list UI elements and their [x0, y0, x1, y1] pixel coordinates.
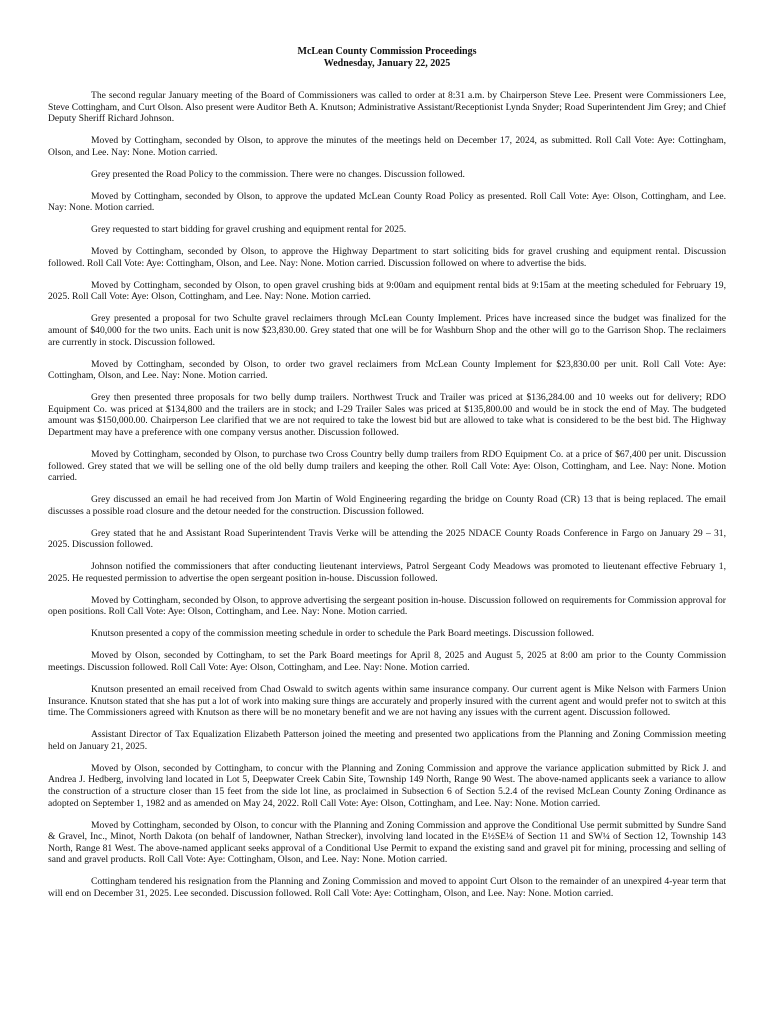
paragraph-lieutenant-promotion: Johnson notified the commissioners that after conducting lieutenant interviews, Patrol Sergeant Cody Meadows was promoted to lieutenant effective February 1, 2025. He requested permission to advertise the open sergeant position in-house. Discussion followed. — [48, 561, 726, 584]
paragraph-reclaimers-motion: Moved by Cottingham, seconded by Olson, to order two gravel reclaimers from McLean County Implement for $23,830.00 per unit. Roll Call Vote: Aye: Cottingham, Olson, and Lee. Nay: None. Motion carried. — [48, 358, 726, 382]
paragraph-bidding-motion: Moved by Cottingham, seconded by Olson, to approve the Highway Department to start soliciting bids for gravel crushing and equipment rental. Discussion followed. Roll Call Vote: Aye: Cottingham, Olson, and Lee. Nay: None. Motion carried. Discussion followed on where to advertise the bids. — [48, 246, 726, 269]
paragraph-trailers-proposal: Grey then presented three proposals for two belly dump trailers. Northwest Truck and Trailer was priced at $136,284.00 and 10 weeks out for delivery; RDO Equipment Co. was priced at $134,800 and the trailers are in stock; and I-29 Trailer Sales was priced at $135,800.00 and would be in stock the end of May. The budgeted amount was $150,000.00. Chairperson Lee clarified that we are not required to take the lowest bid but are allowed to take what is considered to be the best bid. The Highway Department may have a preference with one company versus another. Discussion followed. — [48, 392, 726, 438]
paragraph-resignation-appointment: Cottingham tendered his resignation from the Planning and Zoning Commission and moved to appoint Curt Olson to the remainder of an unexpired 4-year term that will end on December 31, 2025. Lee seconded. Discussion followed. Roll Call Vote: Aye: Cottingham, Olson, and Lee. Nay: None. Motion carried. — [48, 876, 726, 899]
paragraph-road-policy: Grey presented the Road Policy to the commission. There were no changes. Discussion followed. — [91, 168, 465, 180]
paragraph-trailers-motion: Moved by Cottingham, seconded by Olson, to purchase two Cross Country belly dump trailers from RDO Equipment Co. at a price of $67,400 per unit. Discussion followed. Grey stated that we will be selling one of the old belly dump trailers and keeping the other. Roll Call Vote: Aye: Olson, Cottingham, and Lee. Nay: None. Motion carried. — [48, 448, 726, 484]
paragraph-conference: Grey stated that he and Assistant Road Superintendent Travis Verke will be attending the 2025 NDACE County Roads Conference in Fargo on January 29 – 31, 2025. Discussion followed. — [48, 527, 726, 551]
paragraph-bid-opening-motion: Moved by Cottingham, seconded by Olson, to open gravel crushing bids at 9:00am and equipment rental bids at 9:15am at the meeting scheduled for February 19, 2025. Roll Call Vote: Aye: Olson, Cottingham, and Lee. Nay: None. Motion carried. — [48, 279, 726, 303]
paragraph-bidding-request: Grey requested to start bidding for gravel crushing and equipment rental for 2025. — [91, 224, 407, 236]
paragraph-conditional-use-motion: Moved by Cottingham, seconded by Olson, to concur with the Planning and Zoning Commission and approve the Conditional Use permit submitted by Sundre Sand & Gravel, Inc., Minot, North Dakota (on behalf of landowner, Nathan Strecker), involving land located in the E½SE¼ of Section 11 and SW¼ of Section 12, Township 143 North, Range 81 West. The above-named applicant seeks approval of a Conditional Use Permit to expand the existing sand and gravel pit for mining, processing and selling of sand and gravel products. Roll Call Vote: Aye: Cottingham, Olson, and Lee. Nay: None. Motion carried. — [48, 819, 726, 866]
meeting-date: Wednesday, January 22, 2025 — [323, 58, 451, 69]
paragraph-reclaimers-proposal: Grey presented a proposal for two Schulte gravel reclaimers through McLean County Implement. Prices have increased since the budget was finalized for the amount of $40,000 for the two units. Each unit is now $23,830.00. Grey stated that one will be for Washburn Shop and the other will go to the Garrison Shop. The reclaimers are currently in stock. Discussion followed. — [48, 313, 726, 348]
paragraph-sergeant-motion: Moved by Cottingham, seconded by Olson, to approve advertising the sergeant position in-house. Discussion followed on requirements for Commission approval for open positions. Roll Call Vote: Aye: Olson, Cottingham, and Lee. Nay: None. Motion carried. — [48, 594, 726, 618]
paragraph-road-policy-motion: Moved by Cottingham, seconded by Olson, to approve the updated McLean County Road Policy as presented. Roll Call Vote: Aye: Olson, Cottingham, and Lee. Nay: None. Motion carried. — [48, 190, 726, 214]
paragraph-zoning-applications: Assistant Director of Tax Equalization Elizabeth Patterson joined the meeting and presented two applications from the Planning and Zoning Commission meeting held on January 21, 2025. — [48, 729, 726, 752]
paragraph-variance-motion: Moved by Olson, seconded by Cottingham, to concur with the Planning and Zoning Commission and approve the variance application submitted by Rick J. and Andrea J. Hedberg, involving land located in Lot 5, Deepwater Creek Cabin Site, Township 149 North, Range 90 West. The above-named applicants seek a variance to allow the construction of a structure closer than 15 feet from the side lot line, as proclaimed in Subsection 6 of Section 5.2.4 of the revised McLean County Zoning Ordinance as adopted on September 1, 1982 and as amended on May 24, 2022. Roll Call Vote: Aye: Olson, Cottingham, and Lee. Nay: None. Motion carried. — [48, 762, 726, 809]
paragraph-park-board-motion: Moved by Olson, seconded by Cottingham, to set the Park Board meetings for April 8, 2025 and August 5, 2025 at 8:00 am prior to the County Commission meetings. Discussion followed. Roll Call Vote: Aye: Olson, Cottingham, and Lee. Nay: None. Motion carried. — [48, 650, 726, 674]
paragraph-insurance-agent: Knutson presented an email received from Chad Oswald to switch agents within same insurance company. Our current agent is Mike Nelson with Farmers Union Insurance. Knutson stated that she has put a lot of work into making sure things are accurately and properly insured with the current agent and would prefer not to switch at this time. The Commissioners agreed with Knutson as there will be no monetary benefit and we are not having any issues with the current agent. Discussion followed. — [48, 684, 726, 719]
paragraph-park-board-schedule: Knutson presented a copy of the commission meeting schedule in order to schedule the Park Board meetings. Discussion followed. — [91, 628, 595, 640]
paragraph-bridge-email: Grey discussed an email he had received from Jon Martin of Wold Engineering regarding the bridge on County Road (CR) 13 that is being replaced. The email discusses a possible road closure and the detour needed for the construction. Discussion followed. — [48, 494, 726, 517]
document-page — [48, 46, 726, 910]
paragraph-call-to-order: The second regular January meeting of the Board of Commissioners was called to order at 8:31 a.m. by Chairperson Steve Lee. Present were Commissioners Lee, Steve Cottingham, and Curt Olson. Also present were Auditor Beth A. Knutson; Administrative Assistant/Receptionist Lynda Snyder; Road Superintendent Jim Grey; and Chief Deputy Sheriff Richard Johnson. — [48, 90, 726, 125]
document-title: McLean County Commission Proceedings — [297, 46, 477, 57]
paragraph-minutes-approval: Moved by Cottingham, seconded by Olson, to approve the minutes of the meetings held on December 17, 2024, as submitted. Roll Call Vote: Aye: Cottingham, Olson, and Lee. Nay: None. Motion carried. — [48, 135, 726, 158]
